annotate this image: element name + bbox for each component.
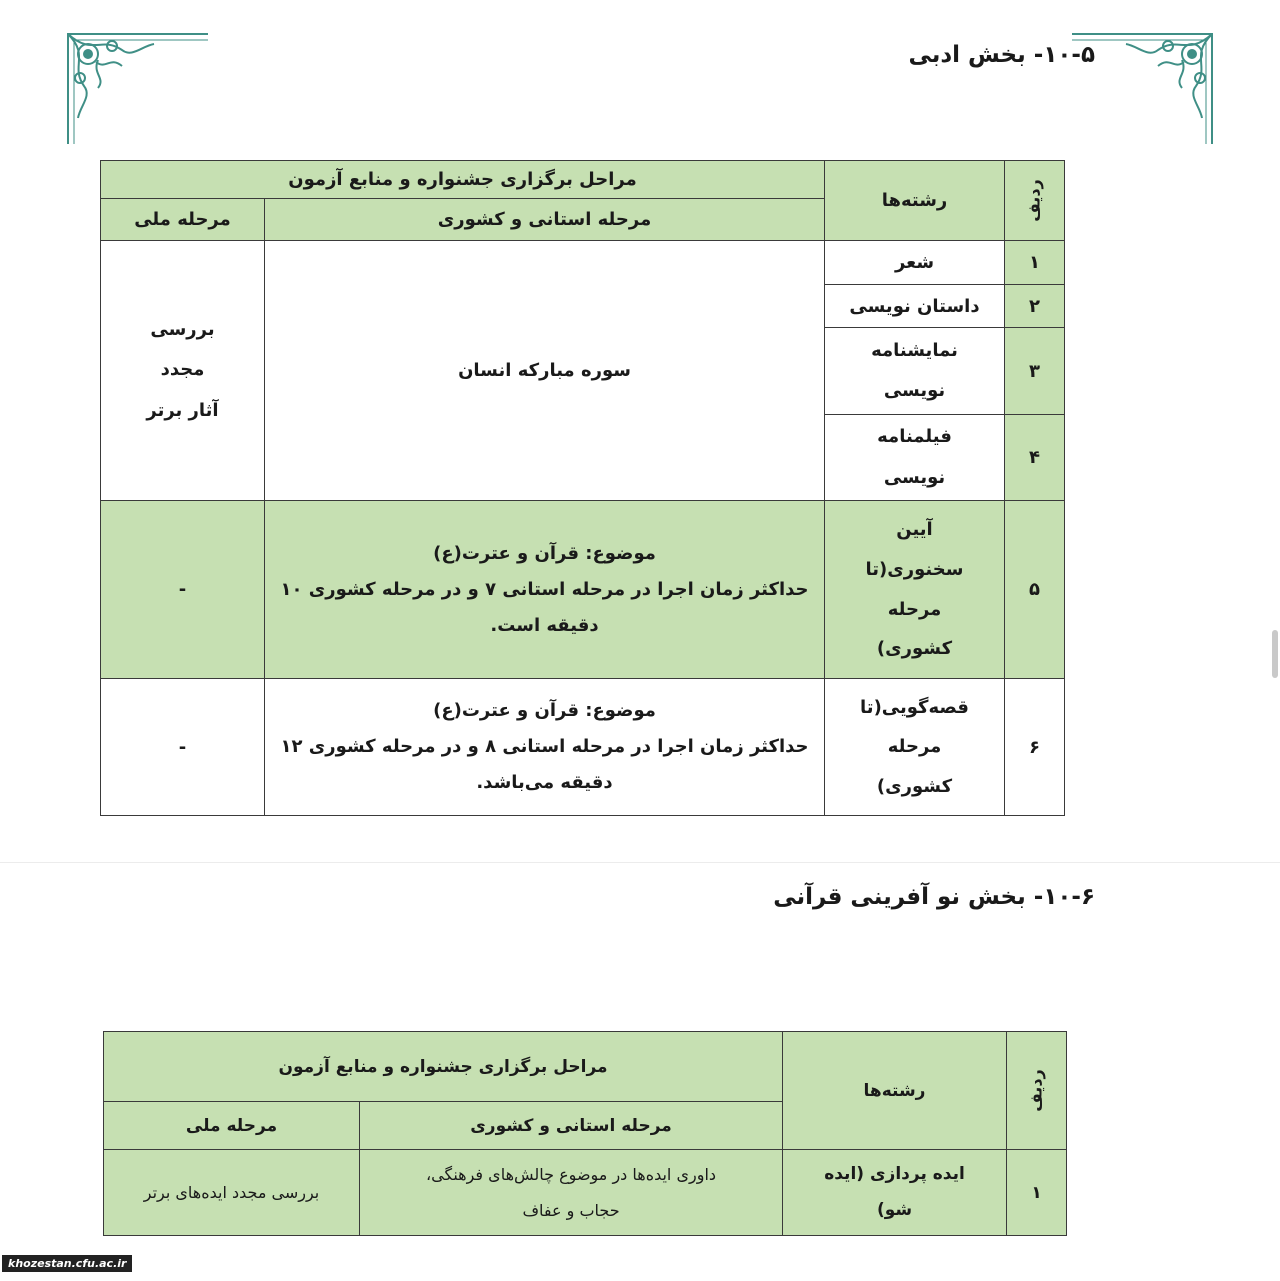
header-provincial: مرحله استانی و کشوری	[360, 1102, 783, 1150]
section-heading-creativity: ۱۰-۶- بخش نو آفرینی قرآنی	[773, 884, 1095, 910]
row-national: -	[101, 501, 265, 679]
row-field: داستان نویسی	[825, 285, 1005, 328]
group-provincial: سوره مبارکه انسان	[265, 241, 825, 501]
row-number: ۶	[1005, 679, 1065, 816]
row-number: ۲	[1005, 285, 1065, 328]
row-field: فیلمنامه نویسی	[825, 415, 1005, 501]
creativity-table	[103, 1031, 1067, 1236]
header-national: مرحله ملی	[104, 1102, 360, 1150]
row-number: ۱	[1007, 1150, 1067, 1236]
table-row	[104, 1150, 1067, 1236]
header-national: مرحله ملی	[101, 199, 265, 241]
row-number: ۱	[1005, 241, 1065, 285]
row-national: بررسی مجدد ایده‌های برتر	[104, 1150, 360, 1236]
header-provincial: مرحله استانی و کشوری	[265, 199, 825, 241]
row-number: ۵	[1005, 501, 1065, 679]
row-number: ۴	[1005, 415, 1065, 501]
table-row	[101, 241, 1065, 285]
row-number: ۳	[1005, 328, 1065, 415]
row-national: -	[101, 679, 265, 816]
table-row	[101, 679, 1065, 816]
section-heading-literary: ۱۰-۵- بخش ادبی	[908, 42, 1095, 68]
row-field: نمایشنامه نویسی	[825, 328, 1005, 415]
watermark: khozestan.cfu.ac.ir	[2, 1255, 132, 1272]
row-field: قصه‌گویی(تا مرحله کشوری)	[825, 679, 1005, 816]
header-radif: ردیف	[1007, 1032, 1067, 1150]
corner-ornament-left-icon	[62, 26, 212, 148]
header-fields: رشته‌ها	[783, 1032, 1007, 1150]
row-field: ایده پردازی (ایده شو)	[783, 1150, 1007, 1236]
table-row	[101, 501, 1065, 679]
header-radif: ردیف	[1005, 161, 1065, 241]
literary-table	[100, 160, 1065, 816]
row-description: موضوع: قرآن و عترت(ع) حداکثر زمان اجرا در مرحله استانی ۸ و در مرحله کشوری ۱۲ دقیقه می‌باشد.	[265, 679, 825, 816]
row-field: آیین سخنوری(تا مرحله کشوری)	[825, 501, 1005, 679]
scrollbar-thumb[interactable]	[1272, 630, 1278, 678]
header-stages: مراحل برگزاری جشنواره و منابع آزمون	[101, 161, 825, 199]
row-field: شعر	[825, 241, 1005, 285]
header-fields: رشته‌ها	[825, 161, 1005, 241]
group-national: بررسی مجدد آثار برتر	[101, 241, 265, 501]
header-stages: مراحل برگزاری جشنواره و منابع آزمون	[104, 1032, 783, 1102]
row-description: داوری ایده‌ها در موضوع چالش‌های فرهنگی، حجاب و عفاف	[360, 1150, 783, 1236]
row-description: موضوع: قرآن و عترت(ع) حداکثر زمان اجرا در مرحله استانی ۷ و در مرحله کشوری ۱۰ دقیقه است.	[265, 501, 825, 679]
